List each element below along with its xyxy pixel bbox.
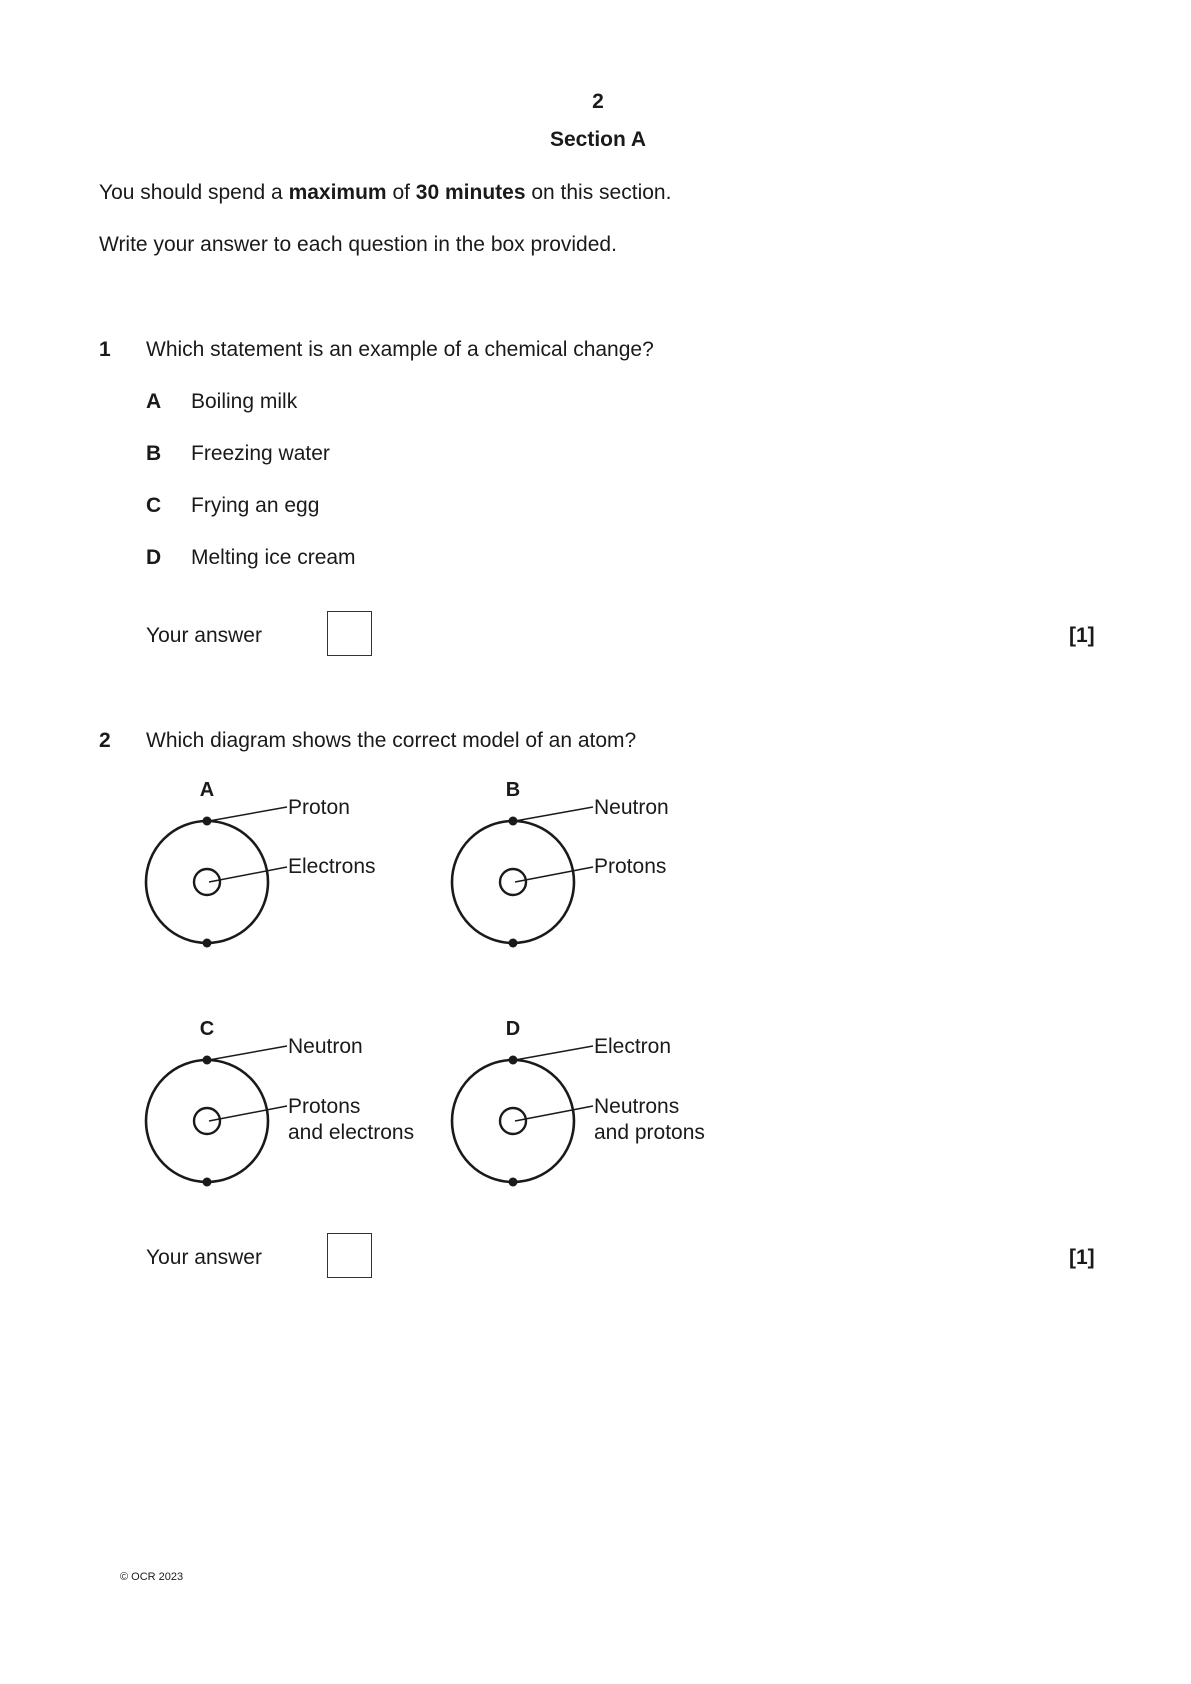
diagram-b-outer-label: Neutron [594,796,669,819]
particle-dot [509,939,518,948]
electron-shell [146,1060,268,1182]
nucleus [194,1108,220,1134]
diagram-c-outer-label: Neutron [288,1035,363,1058]
question-1-answer-label: Your answer [146,624,262,647]
atom-diagram-b [452,779,669,948]
copyright-footer: © OCR 2023 [120,1571,184,1583]
leader-line [515,867,593,882]
particle-dot [203,939,212,948]
option-d-letter: D [146,546,162,569]
diagram-c-letter: C [199,1018,215,1040]
electron-shell [452,1060,574,1182]
question-2-text: Which diagram shows the correct model of an atom? [146,729,637,752]
atom-diagram-c [146,1018,414,1187]
atom-diagram-d [452,1018,705,1187]
question-2-marks: [1] [1069,1246,1095,1269]
leader-line [209,807,287,821]
option-b-letter: B [146,442,162,465]
leader-line [515,807,593,821]
diagram-d-outer-label: Electron [594,1035,672,1058]
leader-line [209,867,287,882]
instruction-segment: You should spend a [99,181,289,204]
diagram-a-outer-label: Proton [288,796,350,819]
option-a-letter: A [146,390,162,413]
particle-dot [203,1178,212,1187]
question-1-text: Which statement is an example of a chemical change? [146,338,654,361]
option-c-text: Frying an egg [191,494,320,517]
diagram-c-inner-label-line2: and electrons [288,1121,415,1144]
diagram-b-letter: B [505,779,521,801]
diagram-d-inner-label-line1: Neutrons [594,1095,680,1118]
question-2-answer-box[interactable] [327,1233,372,1278]
section-title: Section A [549,128,647,151]
instruction-segment: 30 minutes [415,181,526,204]
question-1-marks: [1] [1069,624,1095,647]
diagram-d-letter: D [505,1018,521,1040]
instruction-answer: Write your answer to each question in the box provided. [99,233,617,256]
instruction-segment: on this section. [525,181,672,204]
leader-line [515,1106,593,1121]
nucleus [500,869,526,895]
nucleus [500,1108,526,1134]
particle-dot [509,1178,518,1187]
diagram-d-inner-label-line2: and protons [594,1121,705,1144]
diagram-a-inner-label: Electrons [288,855,376,878]
option-c-letter: C [146,494,162,517]
diagram-c-inner-label-line1: Protons [288,1095,361,1118]
electron-shell [146,821,268,943]
electron-shell [452,821,574,943]
question-1-number: 1 [99,338,111,361]
option-a-text: Boiling milk [191,390,298,413]
nucleus [194,869,220,895]
diagram-a-letter: A [199,779,215,801]
leader-line [209,1046,287,1060]
atom-diagram-a [146,779,376,948]
diagram-b-inner-label: Protons [594,855,667,878]
instruction-segment: maximum [288,181,387,204]
page-number: 2 [592,90,604,113]
question-2-number: 2 [99,729,111,752]
option-b-text: Freezing water [191,442,330,465]
leader-line [209,1106,287,1121]
option-d-text: Melting ice cream [191,546,356,569]
leader-line [515,1046,593,1060]
instruction-segment: of [386,181,416,204]
question-2-answer-label: Your answer [146,1246,262,1269]
